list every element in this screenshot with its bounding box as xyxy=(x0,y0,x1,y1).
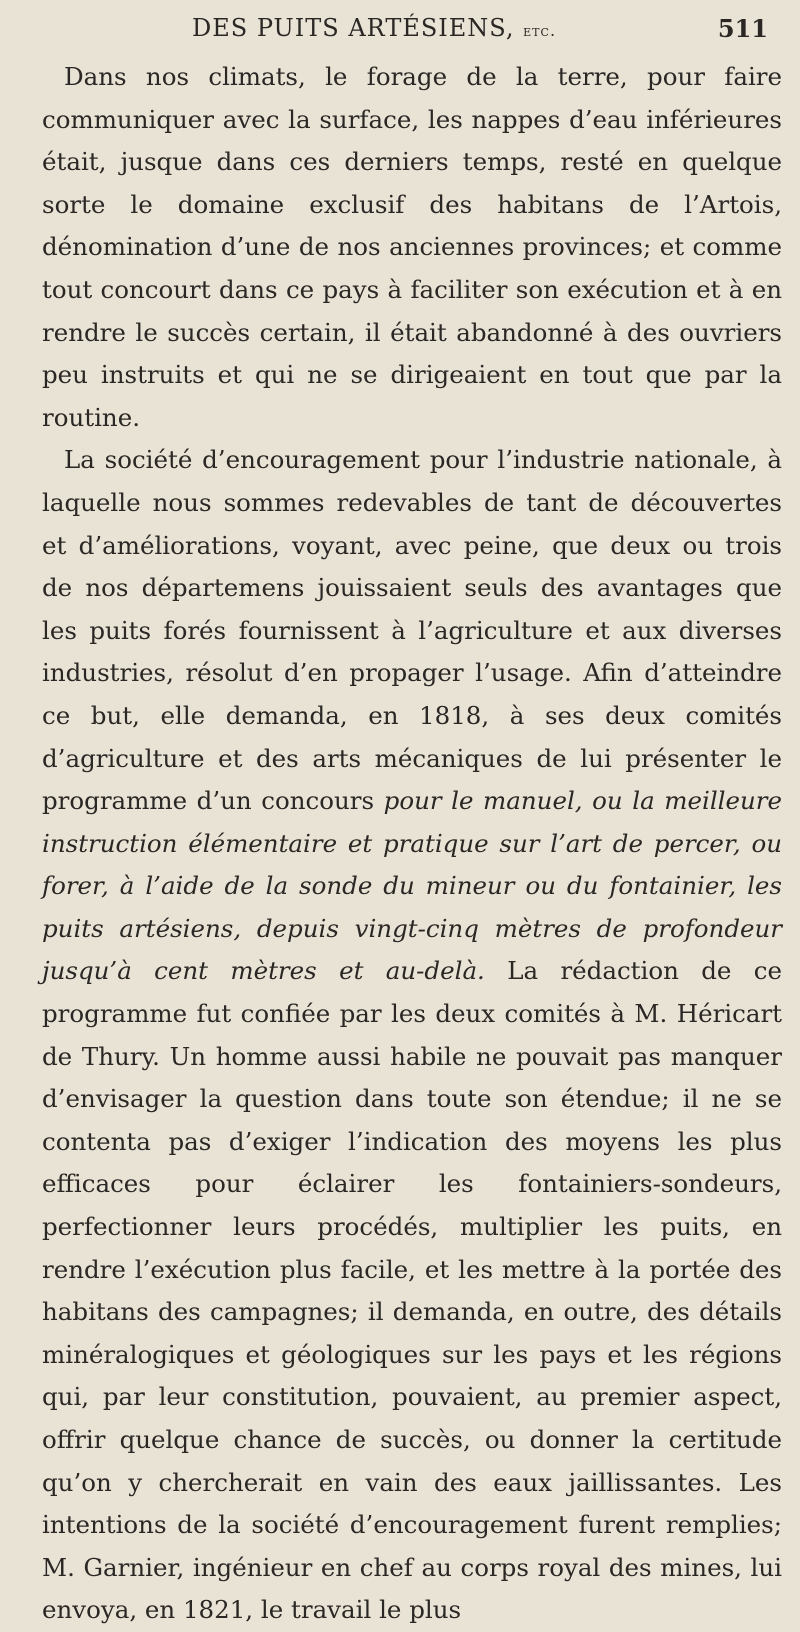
paragraph-2-italic-title: pour le manuel, ou la meilleure instruction élémentaire et pratique sur l’art de percer, ou forer, à l’aide de la sonde du mineur ou du fontainier, les puits artésiens, depuis vingt-cinq mètres de profondeur jusqu’à cent mètres et au-delà. xyxy=(42,786,782,986)
paragraph-2-part-2: La rédaction de ce programme fut confiée par les deux comités à M. Héricart de Thury. Un homme aussi habile ne pouvait pas manquer d’envisager la question dans toute son étendue; il ne se contenta pas d’exiger l’indication des moyens les plus efficaces pour éclairer les fontainiers-sondeurs, perfectionner leurs procédés, multiplier les puits, en rendre l’exécution plus facile, et les mettre à la portée des habitans des campagnes; il demanda, en outre, des détails minéralogiques et géologiques sur les pays et les régions qui, par leur constitution, pouvaient, au premier aspect, offrir quelque chance de succès, ou donner la certitude qu’on y chercherait en vain des eaux jaillissantes. Les intentions de la société d’encouragement furent remplies; M. Garnier, ingénieur en chef au corps royal des mines, lui envoya, en 1821, le travail le plus xyxy=(42,956,782,1625)
running-head-title xyxy=(192,14,556,42)
body-text xyxy=(42,56,782,1632)
running-head-abbreviation: etc. xyxy=(523,21,557,40)
paragraph-2-part-1: La société d’encouragement pour l’industrie nationale, à laquelle nous sommes redevables de tant de découvertes et d’améliorations, voyant, avec peine, que deux ou trois de nos départemens jouissaient seuls des avantages que les puits forés fournissent à l’agriculture et aux diverses industries, résolut d’en propager l’usage. Afin d’atteindre ce but, elle demanda, en 1818, à ses deux comités d’agriculture et des arts mécaniques de lui présenter le programme d’un concours xyxy=(42,445,782,816)
paragraph-1: Dans nos climats, le forage de la terre, pour faire communiquer avec la surface, les nappes d’eau inférieures était, jusque dans ces derniers temps, resté en quelque sorte le domaine exclusif des habitans de l’Artois, dénomination d’une de nos anciennes provinces; et comme tout concourt dans ce pays à faciliter son exécution et à en rendre le succès certain, il était abandonné à des ouvriers peu instruits et qui ne se dirigeaient en tout que par la routine. xyxy=(42,62,782,432)
running-head xyxy=(42,0,782,56)
page-number: 511 xyxy=(717,14,768,43)
running-head-title-text: DES PUITS ARTÉSIENS, xyxy=(192,14,515,42)
paragraph-2 xyxy=(42,439,782,1632)
